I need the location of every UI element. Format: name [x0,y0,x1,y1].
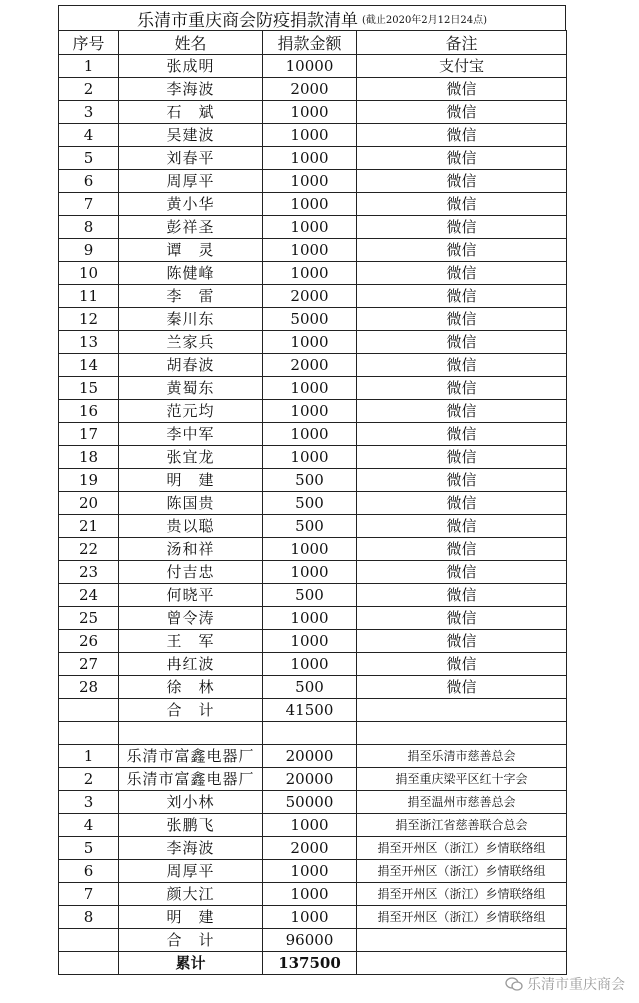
cell-no: 8 [59,906,119,929]
cell-name: 周厚平 [119,170,263,193]
empty-cell [59,929,119,952]
cell-note: 微信 [357,515,567,538]
table-row [59,538,567,561]
cell-no: 2 [59,78,119,101]
cell-name: 张鹏飞 [119,814,263,837]
cell-name: 周厚平 [119,860,263,883]
table-row [59,469,567,492]
cell-note: 捐至开州区（浙江）乡情联络组 [357,883,567,906]
table-row [59,78,567,101]
cell-amount: 1000 [263,216,357,239]
cell-amount: 500 [263,515,357,538]
table-row [59,239,567,262]
cell-amount: 1000 [263,906,357,929]
table-row [59,653,567,676]
cell-name: 颜大江 [119,883,263,906]
subtotal-row-1 [59,699,567,722]
cell-name: 贵以聪 [119,515,263,538]
cell-note: 支付宝 [357,55,567,78]
cell-name: 胡春波 [119,354,263,377]
cell-note: 微信 [357,607,567,630]
cell-note: 捐至开州区（浙江）乡情联络组 [357,837,567,860]
cell-name: 乐清市富鑫电器厂 [119,745,263,768]
cell-note: 微信 [357,124,567,147]
donation-table [58,30,567,975]
table-row [59,216,567,239]
cell-no: 14 [59,354,119,377]
cell-name: 王 军 [119,630,263,653]
table-row [59,492,567,515]
empty-cell [357,722,567,745]
cell-name: 张成明 [119,55,263,78]
cell-note: 微信 [357,492,567,515]
directed-row [59,814,567,837]
cell-amount: 50000 [263,791,357,814]
cell-note: 微信 [357,147,567,170]
cell-name: 范元均 [119,400,263,423]
wechat-watermark [505,974,625,994]
cell-name: 彭祥圣 [119,216,263,239]
cell-note: 微信 [357,239,567,262]
cell-no: 20 [59,492,119,515]
cell-amount: 1000 [263,883,357,906]
cell-note: 微信 [357,216,567,239]
header-no: 序号 [59,31,119,55]
cell-amount: 10000 [263,55,357,78]
cell-amount: 1000 [263,538,357,561]
cell-note: 微信 [357,308,567,331]
cell-amount: 1000 [263,653,357,676]
cell-note: 微信 [357,423,567,446]
table-row [59,630,567,653]
cell-amount: 1000 [263,630,357,653]
cell-no: 25 [59,607,119,630]
cell-no: 27 [59,653,119,676]
directed-row [59,791,567,814]
title-date-note: (截止2020年2月12日24点) [361,14,488,26]
cell-amount: 1000 [263,446,357,469]
header-amount: 捐款金额 [263,31,357,55]
cell-no: 15 [59,377,119,400]
cell-note: 微信 [357,354,567,377]
cell-name: 李 雷 [119,285,263,308]
cell-no: 3 [59,791,119,814]
cell-no: 5 [59,837,119,860]
subtotal-label-2: 合 计 [119,929,263,952]
cell-no: 7 [59,193,119,216]
directed-row [59,745,567,768]
cell-no: 1 [59,745,119,768]
cell-note: 微信 [357,262,567,285]
cell-amount: 2000 [263,837,357,860]
cell-note: 微信 [357,78,567,101]
blank-row [59,722,567,745]
cell-name: 刘春平 [119,147,263,170]
table-row [59,308,567,331]
subtotal-label-1: 合 计 [119,699,263,722]
table-row [59,124,567,147]
header-name: 姓名 [119,31,263,55]
cell-amount: 1000 [263,377,357,400]
cell-no: 3 [59,101,119,124]
table-row [59,262,567,285]
cell-no: 22 [59,538,119,561]
cell-name: 陈健峰 [119,262,263,285]
cell-note: 微信 [357,331,567,354]
cell-no: 6 [59,170,119,193]
cell-no: 4 [59,814,119,837]
cell-amount: 1000 [263,331,357,354]
cell-note: 捐至开州区（浙江）乡情联络组 [357,906,567,929]
cell-name: 李海波 [119,78,263,101]
wechat-icon [505,977,523,991]
directed-row [59,768,567,791]
cell-name: 石 斌 [119,101,263,124]
cell-amount: 500 [263,676,357,699]
cell-no: 6 [59,860,119,883]
subtotal-amount-1: 41500 [263,699,357,722]
cell-amount: 1000 [263,124,357,147]
cell-name: 兰家兵 [119,331,263,354]
directed-row [59,906,567,929]
cell-name: 吴建波 [119,124,263,147]
cell-note: 微信 [357,630,567,653]
cell-note: 微信 [357,676,567,699]
cell-amount: 20000 [263,745,357,768]
cell-no: 5 [59,147,119,170]
directed-row [59,860,567,883]
cell-no: 26 [59,630,119,653]
subtotal-amount-2: 96000 [263,929,357,952]
cell-amount: 1000 [263,561,357,584]
cell-amount: 2000 [263,285,357,308]
cell-name: 明 建 [119,469,263,492]
cell-name: 乐清市富鑫电器厂 [119,768,263,791]
cell-amount: 1000 [263,239,357,262]
watermark-text: 乐清市重庆商会 [527,977,625,993]
cell-no: 28 [59,676,119,699]
cell-note: 捐至温州市慈善总会 [357,791,567,814]
cell-amount: 1000 [263,607,357,630]
cell-amount: 5000 [263,308,357,331]
cell-name: 曾令涛 [119,607,263,630]
table-row [59,193,567,216]
cell-amount: 2000 [263,354,357,377]
table-row [59,584,567,607]
table-row [59,446,567,469]
subtotal-row-2 [59,929,567,952]
directed-donations [59,745,567,929]
table-row [59,285,567,308]
table-row [59,55,567,78]
empty-cell [357,699,567,722]
cell-name: 付吉忠 [119,561,263,584]
cell-no: 10 [59,262,119,285]
cell-amount: 500 [263,492,357,515]
cell-no: 8 [59,216,119,239]
cell-name: 明 建 [119,906,263,929]
cell-amount: 1000 [263,860,357,883]
empty-cell [59,699,119,722]
cell-name: 李中军 [119,423,263,446]
cell-note: 微信 [357,285,567,308]
cell-no: 7 [59,883,119,906]
cell-note: 捐至浙江省慈善联合总会 [357,814,567,837]
cell-amount: 1000 [263,147,357,170]
individual-donations [59,55,567,699]
grand-total-label: 累计 [119,952,263,975]
cell-amount: 2000 [263,78,357,101]
header-note: 备注 [357,31,567,55]
table-row [59,331,567,354]
table-row [59,561,567,584]
cell-name: 张宜龙 [119,446,263,469]
directed-row [59,883,567,906]
cell-name: 冉红波 [119,653,263,676]
table-row [59,676,567,699]
empty-cell [59,952,119,975]
cell-no: 19 [59,469,119,492]
cell-note: 微信 [357,400,567,423]
cell-note: 微信 [357,193,567,216]
grand-total-amount: 137500 [263,952,357,975]
cell-note: 微信 [357,653,567,676]
directed-row [59,837,567,860]
cell-no: 13 [59,331,119,354]
cell-name: 谭 灵 [119,239,263,262]
cell-amount: 1000 [263,101,357,124]
cell-no: 24 [59,584,119,607]
cell-name: 黄蜀东 [119,377,263,400]
cell-amount: 1000 [263,423,357,446]
title-bar [58,5,566,30]
table-row [59,400,567,423]
cell-no: 18 [59,446,119,469]
cell-amount: 1000 [263,170,357,193]
totals-section [59,929,567,975]
cell-no: 4 [59,124,119,147]
cell-note: 微信 [357,538,567,561]
cell-name: 黄小华 [119,193,263,216]
cell-name: 陈国贵 [119,492,263,515]
page-title: 乐清市重庆商会防疫捐款清单 [136,10,358,31]
cell-note: 微信 [357,584,567,607]
cell-no: 23 [59,561,119,584]
cell-amount: 1000 [263,193,357,216]
cell-name: 徐 林 [119,676,263,699]
cell-amount: 1000 [263,814,357,837]
cell-note: 微信 [357,446,567,469]
empty-cell [357,952,567,975]
grand-total-row [59,952,567,975]
table-row [59,147,567,170]
empty-cell [357,929,567,952]
cell-no: 16 [59,400,119,423]
cell-amount: 20000 [263,768,357,791]
cell-no: 21 [59,515,119,538]
table-row [59,354,567,377]
empty-cell [59,722,119,745]
cell-no: 2 [59,768,119,791]
empty-cell [119,722,263,745]
cell-note: 微信 [357,377,567,400]
cell-note: 捐至开州区（浙江）乡情联络组 [357,860,567,883]
empty-cell [263,722,357,745]
table-row [59,607,567,630]
cell-no: 11 [59,285,119,308]
cell-amount: 1000 [263,400,357,423]
cell-no: 9 [59,239,119,262]
cell-note: 捐至乐清市慈善总会 [357,745,567,768]
cell-amount: 500 [263,584,357,607]
cell-note: 微信 [357,170,567,193]
cell-no: 17 [59,423,119,446]
cell-name: 汤和祥 [119,538,263,561]
subtotal-section-1 [59,699,567,745]
cell-name: 刘小林 [119,791,263,814]
cell-no: 1 [59,55,119,78]
table-row [59,377,567,400]
cell-note: 微信 [357,469,567,492]
cell-amount: 500 [263,469,357,492]
table-row [59,423,567,446]
table-header-row [59,31,567,55]
cell-amount: 1000 [263,262,357,285]
cell-name: 李海波 [119,837,263,860]
cell-note: 捐至重庆梁平区红十字会 [357,768,567,791]
table-row [59,170,567,193]
table-row [59,515,567,538]
cell-note: 微信 [357,561,567,584]
cell-note: 微信 [357,101,567,124]
table-row [59,101,567,124]
cell-name: 何晓平 [119,584,263,607]
cell-no: 12 [59,308,119,331]
cell-name: 秦川东 [119,308,263,331]
donation-sheet [58,5,566,975]
